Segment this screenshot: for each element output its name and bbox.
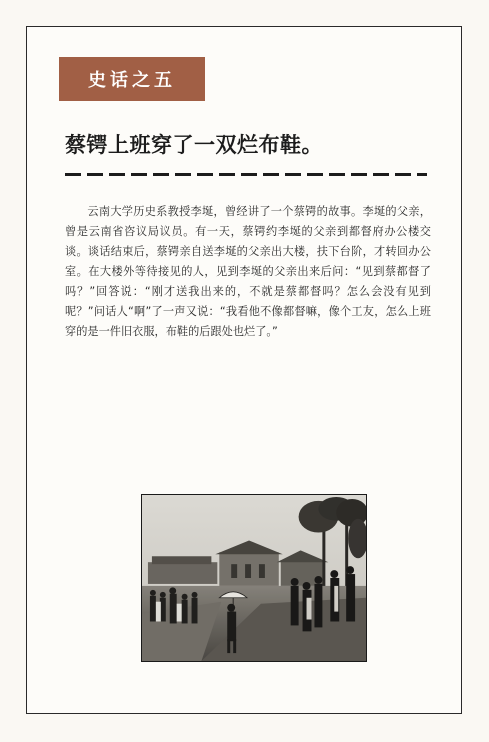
section-tag: 史话之五 (59, 57, 205, 101)
historical-photo (141, 494, 367, 662)
article-body (65, 202, 431, 342)
historical-photo-image (142, 495, 366, 661)
title-dashed-divider (65, 173, 427, 176)
article-paragraph: 云南大学历史系教授李埏，曾经讲了一个蔡锷的故事。李埏的父亲，曾是云南省咨议局议员。有一天，蔡锷约李埏的父亲到都督府办公楼交谈。谈话结束后，蔡锷亲自送李埏的父亲出大楼，扶下台阶，才转回办公室。在大楼外等待接见的人，见到李埏的父亲出来后问：“见到蔡都督了吗？”回答说：“刚才送我出来的，不就是蔡都督吗？怎么会没有见到呢？”问话人“啊”了一声又说：“我看他不像都督嘛，像个工友，怎么上班穿的是一件旧衣服，布鞋的后跟处也烂了。” (65, 205, 431, 338)
article-title: 蔡锷上班穿了一双烂布鞋。 (65, 132, 323, 157)
page-frame (26, 26, 462, 714)
